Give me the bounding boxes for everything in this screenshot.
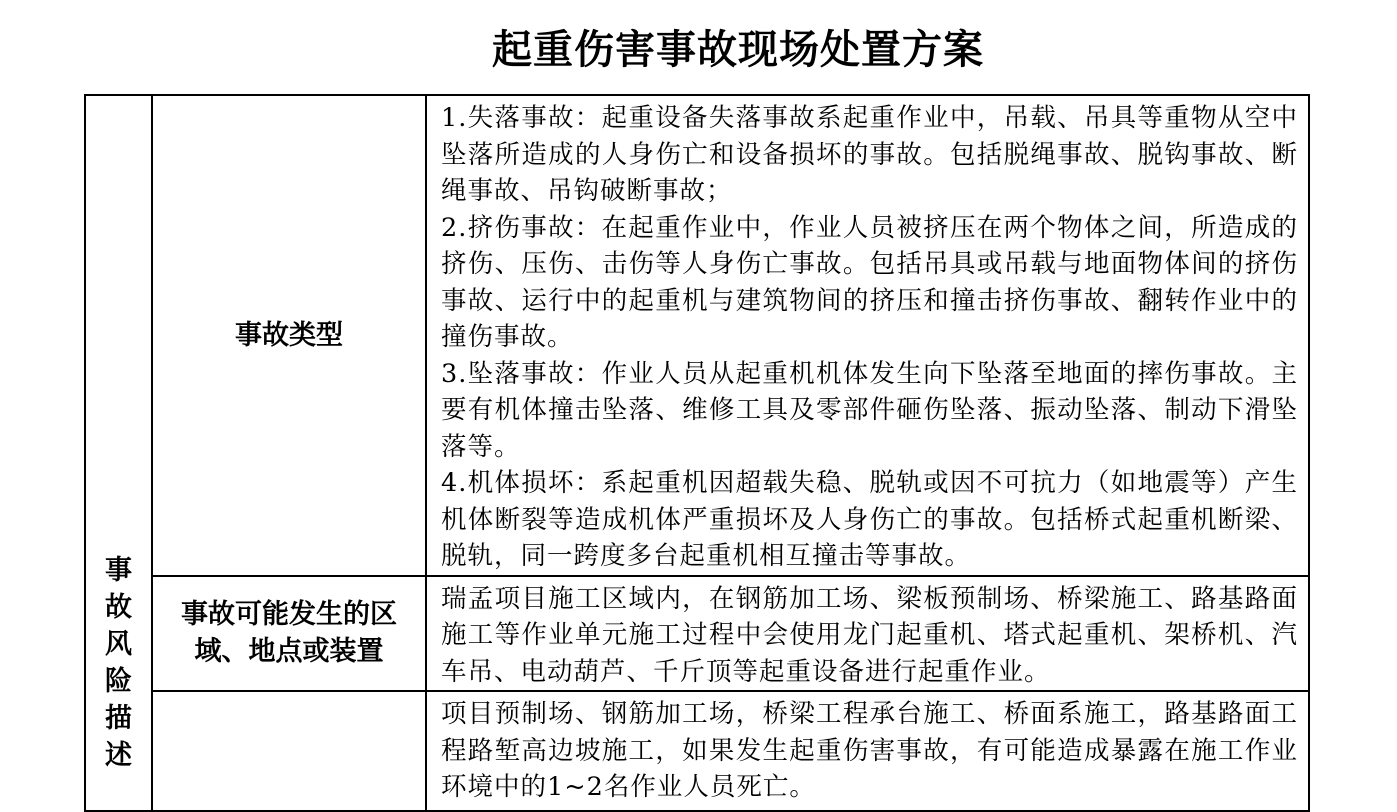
section-label: 事故风险描述: [105, 555, 132, 771]
table-row: [85, 95, 1309, 576]
section-label-cell: [85, 95, 152, 811]
row-label: [152, 691, 426, 811]
row-content: [426, 691, 1309, 811]
paragraph: 瑞孟项目施工区域内，在钢筋加工场、梁板预制场、桥梁施工、路基路面施工等作业单元施工过程中会使用龙门起重机、塔式起重机、架桥机、汽车吊、电动葫芦、千斤顶等起重设备进行起重作业。: [441, 583, 1298, 687]
paragraph: 1.失落事故：起重设备失落事故系起重作业中，吊载、吊具等重物从空中坠落所造成的人身伤亡和设备损坏的事故。包括脱绳事故、脱钩事故、断绳事故、吊钩破断事故；: [441, 103, 1298, 206]
row-label: 事故类型: [152, 95, 426, 576]
paragraph: 3.坠落事故：作业人员从起重机机体发生向下坠落至地面的摔伤事故。主要有机体撞击坠落、维修工具及零部件砸伤坠落、振动坠落、制动下滑坠落等。: [441, 358, 1298, 462]
plan-table: [84, 94, 1310, 812]
row-label: 事故可能发生的区域、地点或装置: [152, 576, 426, 692]
paragraph: 4.机体损坏：系起重机因超载失稳、脱轨或因不可抗力（如地震等）产生机体断裂等造成机体严重损坏及人身伤亡的事故。包括桥式起重机断梁、脱轨，同一跨度多台起重机相互撞击等事故。: [441, 468, 1298, 571]
table-row: [85, 576, 1309, 692]
row-content: [426, 576, 1309, 692]
row-content: [426, 95, 1309, 576]
paragraph: 项目预制场、钢筋加工场，桥梁工程承台施工、桥面系施工，路基路面工程路堑高边坡施工，如果发生起重伤害事故，有可能造成暴露在施工作业环境中的1~2名作业人员死亡。: [441, 699, 1298, 802]
document-title: 起重伤害事故现场处置方案: [492, 26, 984, 73]
paragraph: 2.挤伤事故：在起重作业中，作业人员被挤压在两个物体之间，所造成的挤伤、压伤、击伤等人身伤亡事故。包括吊具或吊载与地面物体间的挤伤事故、运行中的起重机与建筑物间的挤压和撞击挤伤事故、翻转作业中的撞伤事故。: [441, 212, 1298, 352]
table-row: [85, 691, 1309, 811]
